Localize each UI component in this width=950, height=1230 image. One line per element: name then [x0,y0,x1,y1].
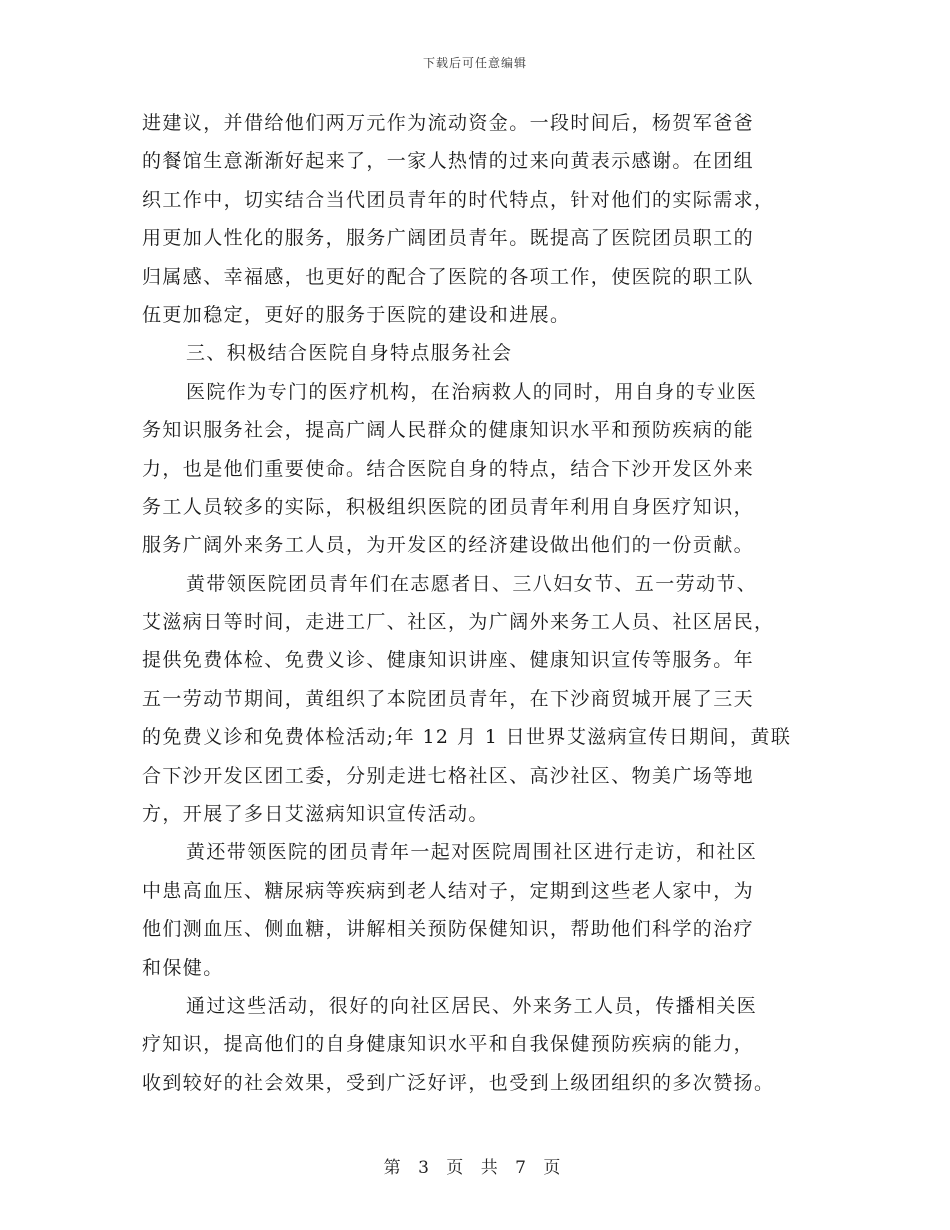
body-line: 进建议，并借给他们两万元作为流动资金。一段时间后，杨贺军爸爸 [142,112,755,134]
body-line: 和保健。 [142,956,224,979]
body-line: 方，开展了多日艾滋病知识宣传活动。 [142,803,489,826]
body-line: 艾滋病日等时间，走进工厂、社区，为广阔外来务工人员、社区居民， [142,611,775,634]
body-line: 用更加人性化的服务，服务广阔团员青年。既提高了医院团员职工的 [142,227,755,250]
body-line: 伍更加稳定，更好的服务于医院的建设和进展。 [142,303,571,326]
page-number: 第 3 页 共 7 页 [383,1158,567,1178]
body-line: 疗知识，提高他们的自身健康知识水平和自我保健预防疾病的能力， [142,1033,755,1056]
body-line: 通过这些活动，很好的向社区居民、外来务工人员，传播相关医 [186,994,758,1017]
body-line: 的免费义诊和免费体检活动;年 12 月 1 日世界艾滋病宣传日期间，黄联 [142,726,792,749]
body-line: 中患高血压、糖尿病等疾病到老人结对子，定期到这些老人家中，为 [142,879,755,902]
body-line: 提供免费体检、免费义诊、健康知识讲座、健康知识宣传等服务。年 [142,649,755,672]
body-line: 织工作中，切实结合当代团员青年的时代特点，针对他们的实际需求， [142,188,775,211]
body-line: 他们测血压、侧血糖，讲解相关预防保健知识，帮助他们科学的治疗 [142,918,755,941]
document-body [142,104,814,1102]
body-line: 五一劳动节期间，黄组织了本院团员青年，在下沙商贸城开展了三天 [142,687,755,710]
body-line: 黄还带领医院的团员青年一起对医院周围社区进行走访，和社区 [186,841,758,864]
section-heading: 三、积极结合医院自身特点服务社会 [186,342,513,365]
body-line: 归属感、幸福感，也更好的配合了医院的各项工作，使医院的职工队 [142,265,755,288]
body-line: 黄带领医院团员青年们在志愿者日、三八妇女节、五一劳动节、 [186,572,758,595]
body-line: 力，也是他们重要使命。结合医院自身的特点，结合下沙开发区外来 [142,457,755,480]
body-line: 合下沙开发区团工委，分别走进七格社区、高沙社区、物美广场等地 [142,764,755,787]
body-line: 务知识服务社会，提高广阔人民群众的健康知识水平和预防疾病的能 [142,419,755,442]
body-line: 收到较好的社会效果，受到广泛好评，也受到上级团组织的多次赞扬。 [142,1071,775,1094]
body-line: 医院作为专门的医疗机构，在治病救人的同时，用自身的专业医 [186,380,758,403]
page-header: 下载后可任意编辑 [422,56,527,70]
body-line: 务工人员较多的实际，积极组织医院的团员青年利用自身医疗知识， [142,495,755,518]
body-line: 服务广阔外来务工人员，为开发区的经济建设做出他们的一份贡献。 [142,534,755,557]
body-line: 的餐馆生意渐渐好起来了，一家人热情的过来向黄表示感谢。在团组 [142,150,755,173]
